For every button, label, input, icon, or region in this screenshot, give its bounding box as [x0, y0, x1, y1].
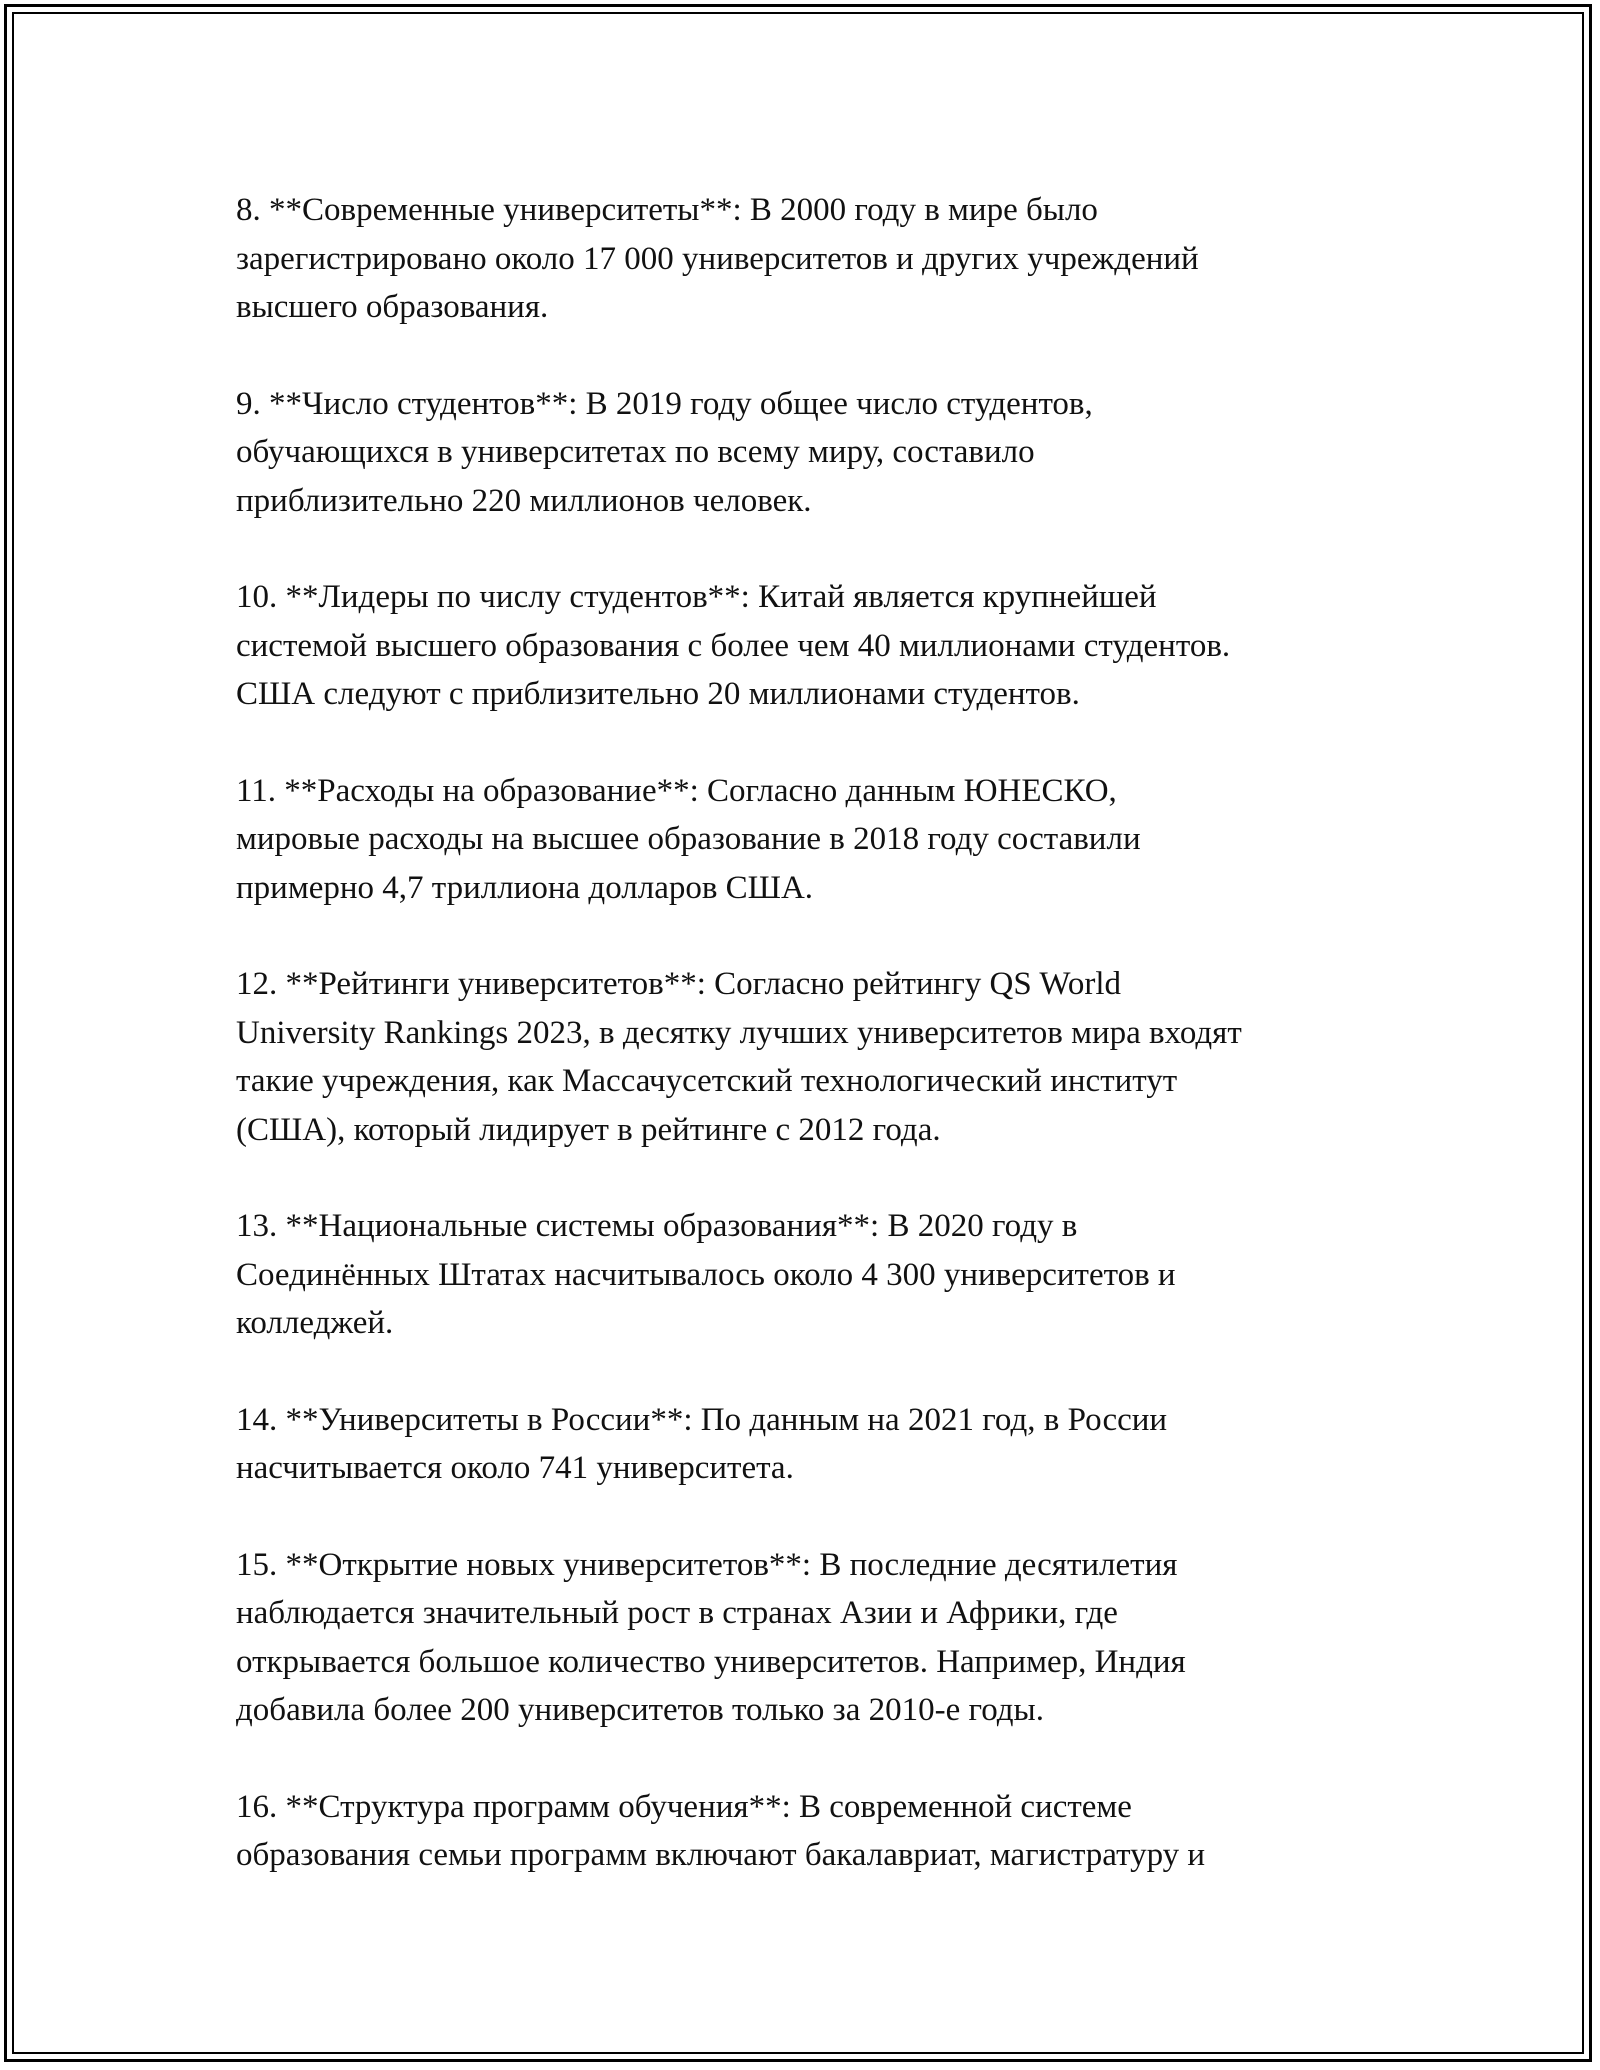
text-line: 12. **Рейтинги университетов**: Согласно рейтингу QS World	[236, 966, 1122, 1002]
text-line: 13. **Национальные системы образования**: В 2020 году в	[236, 1208, 1078, 1244]
list-item-10	[236, 573, 1376, 719]
text-line: приблизительно 220 миллионов человек.	[236, 482, 812, 519]
text-line: мировые расходы на высшее образование в 2018 году составили	[236, 821, 1141, 857]
list-item-13	[236, 1202, 1376, 1348]
text-line: 15. **Открытие новых университетов**: В последние десятилетия	[236, 1546, 1178, 1583]
text-line: 8. **Современные университеты**: В 2000 году в мире было	[236, 192, 1098, 228]
text-line: добавила более 200 университетов только за 2010-е годы.	[236, 1692, 1044, 1728]
list-item-9	[236, 380, 1376, 526]
text-line: колледжей.	[236, 1305, 394, 1341]
text-line: США следуют с приблизительно 20 миллионами студентов.	[236, 676, 1080, 712]
text-line: насчитывается около 741 университета.	[236, 1450, 794, 1486]
text-line: 10. **Лидеры по числу студентов**: Китай является крупнейшей	[236, 579, 1157, 615]
list-item-15	[236, 1541, 1376, 1735]
text-line: 14. **Университеты в России**: По данным на 2021 год, в России	[236, 1401, 1168, 1438]
text-line: 11. **Расходы на образование**: Согласно данным ЮНЕСКО,	[236, 772, 1117, 809]
text-line: 9. **Число студентов**: В 2019 году общее число студентов,	[236, 385, 1093, 422]
text-line: зарегистрировано около 17 000 университетов и других учреждений	[236, 240, 1199, 277]
document-body	[236, 186, 1376, 1928]
list-item-16	[236, 1783, 1376, 1880]
text-line: высшего образования.	[236, 289, 549, 325]
text-line: такие учреждения, как Массачусетский технологический институт	[236, 1063, 1178, 1099]
text-line: обучающихся в университетах по всему миру, составило	[236, 434, 1035, 470]
text-line: открывается большое количество университетов. Например, Индия	[236, 1643, 1186, 1680]
list-item-12	[236, 960, 1376, 1154]
text-line: 16. **Структура программ обучения**: В современной системе	[236, 1788, 1132, 1825]
list-item-8	[236, 186, 1376, 332]
text-line: системой высшего образования с более чем 40 миллионами студентов.	[236, 627, 1231, 664]
list-item-11	[236, 767, 1376, 913]
text-line: University Rankings 2023, в десятку лучших университетов мира входят	[236, 1014, 1242, 1051]
text-line: примерно 4,7 триллиона долларов США.	[236, 869, 814, 906]
text-line: образования семьи программ включают бакалавриат, магистратуру и	[236, 1837, 1206, 1873]
text-line: Соединённых Штатах насчитывалось около 4 300 университетов и	[236, 1256, 1176, 1293]
text-line: (США), который лидирует в рейтинге с 2012 года.	[236, 1111, 941, 1148]
list-item-14	[236, 1396, 1376, 1493]
text-line: наблюдается значительный рост в странах Азии и Африки, где	[236, 1595, 1118, 1631]
